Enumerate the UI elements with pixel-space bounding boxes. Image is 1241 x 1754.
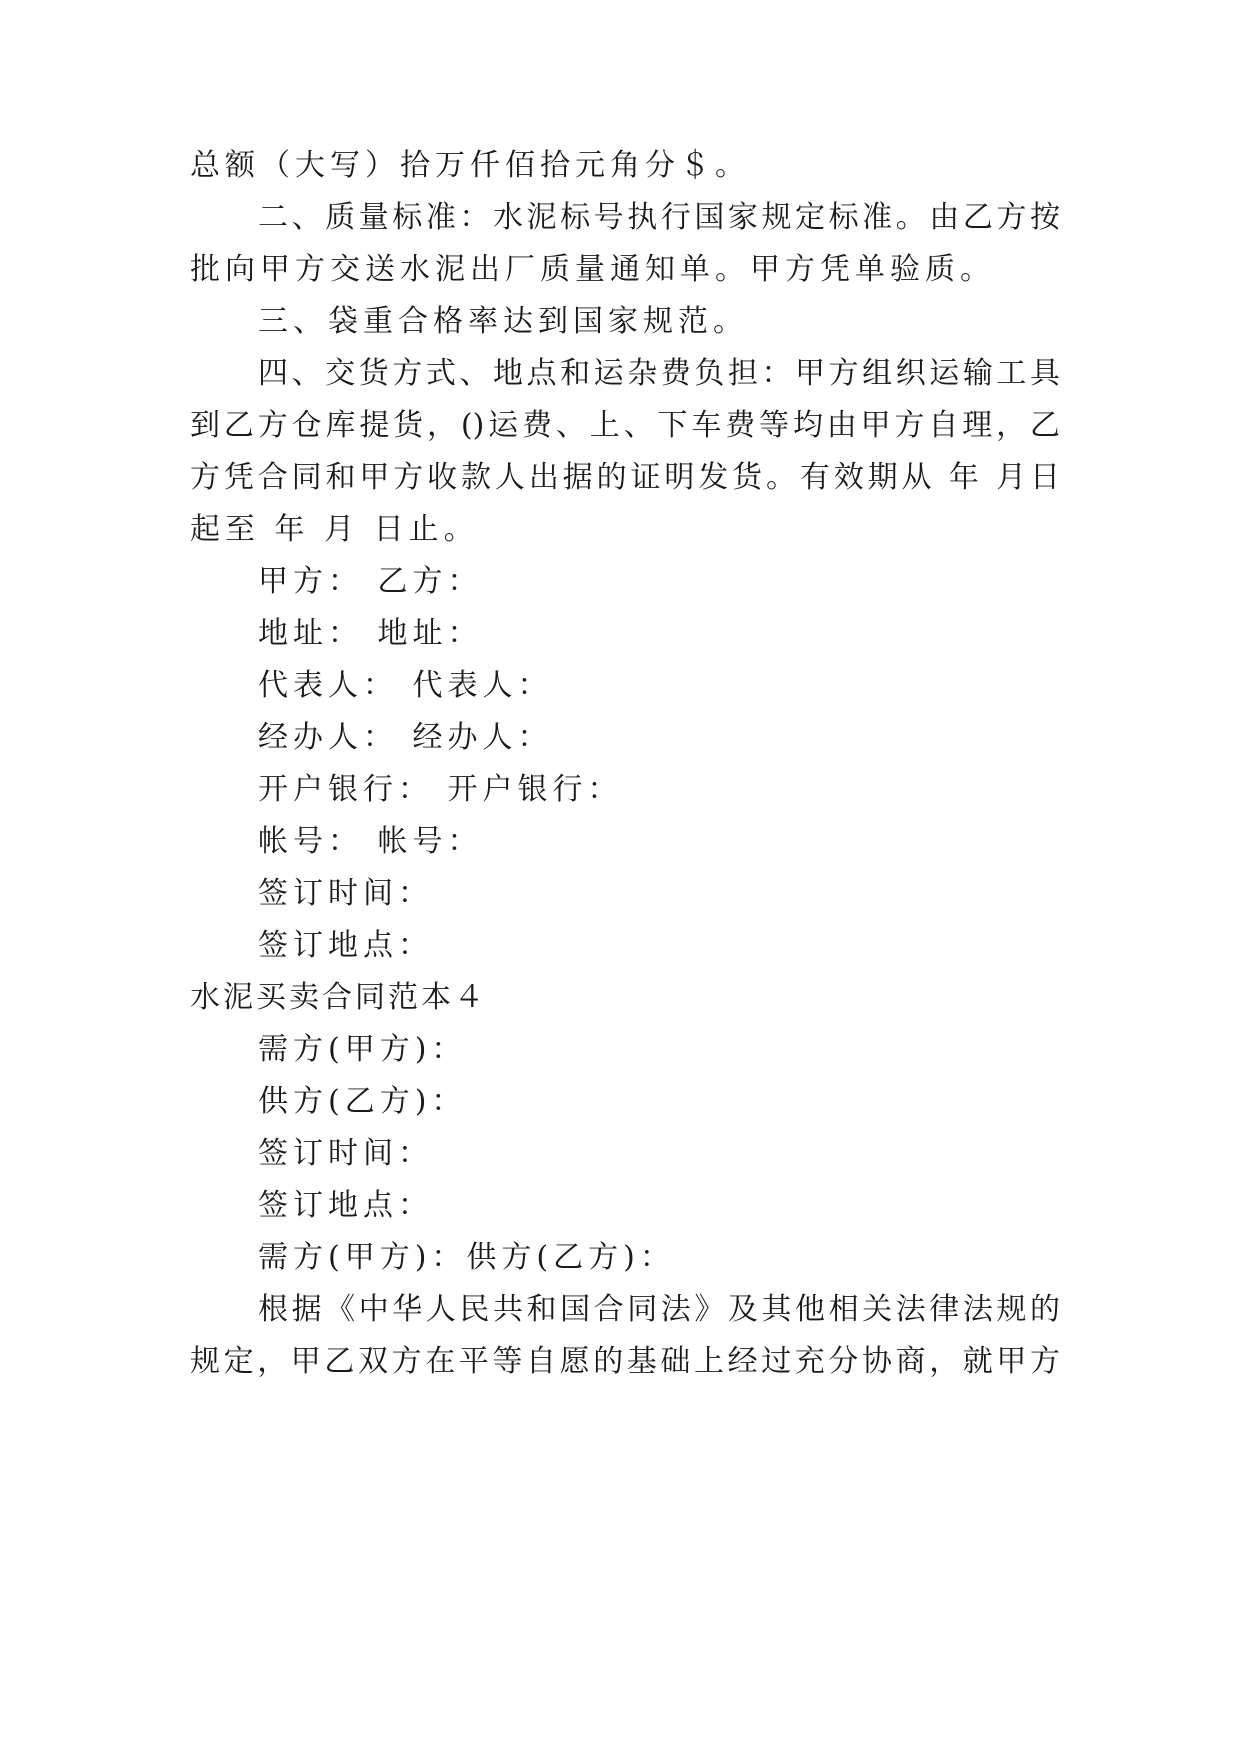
- bank-line: 开户银行： 开户银行：: [258, 772, 623, 807]
- representative-line: 代表人： 代表人：: [258, 668, 553, 703]
- text-line-validity-period: 方凭合同和甲方收款人出据的证明发货。有效期从 年 月日: [190, 460, 1060, 495]
- text-line-bag-weight: 三、袋重合格率达到国家规范。: [258, 304, 748, 339]
- text-line-quality-notice: 批向甲方交送水泥出厂质量通知单。甲方凭单验质。: [190, 252, 995, 287]
- section-heading: 水泥买卖合同范本４: [190, 980, 487, 1015]
- text-line-quality-standard: 二、质量标准：水泥标号执行国家规定标准。由乙方按: [258, 200, 1060, 235]
- buyer-supplier-line: 需方(甲方)：供方(乙方)：: [258, 1240, 675, 1275]
- signing-time-line: 签订时间：: [258, 876, 433, 911]
- text-line-agreement: 规定，甲乙双方在平等自愿的基础上经过充分协商，就甲方: [190, 1344, 1060, 1379]
- address-line: 地址： 地址：: [258, 616, 483, 651]
- agent-line: 经办人： 经办人：: [258, 720, 553, 755]
- text-line-legal-basis: 根据《中华人民共和国合同法》及其他相关法律法规的: [258, 1292, 1060, 1327]
- buyer-line: 需方(甲方)：: [258, 1032, 467, 1067]
- account-line: 帐号： 帐号：: [258, 824, 483, 859]
- text-line-validity-end: 起至 年 月 日止。: [190, 512, 479, 547]
- text-line-delivery-method: 四、交货方式、地点和运杂费负担：甲方组织运输工具: [258, 356, 1060, 391]
- signing-place-line-2: 签订地点：: [258, 1188, 433, 1223]
- supplier-line: 供方(乙方)：: [258, 1084, 467, 1119]
- party-line: 甲方： 乙方：: [258, 564, 483, 599]
- signing-place-line: 签订地点：: [258, 928, 433, 963]
- text-line-total-amount: 总额（大写）拾万仟佰拾元角分＄。: [190, 148, 750, 183]
- signing-time-line-2: 签订时间：: [258, 1136, 433, 1171]
- text-line-pickup: 到乙方仓库提货，()运费、上、下车费等均由甲方自理，乙: [190, 408, 1060, 443]
